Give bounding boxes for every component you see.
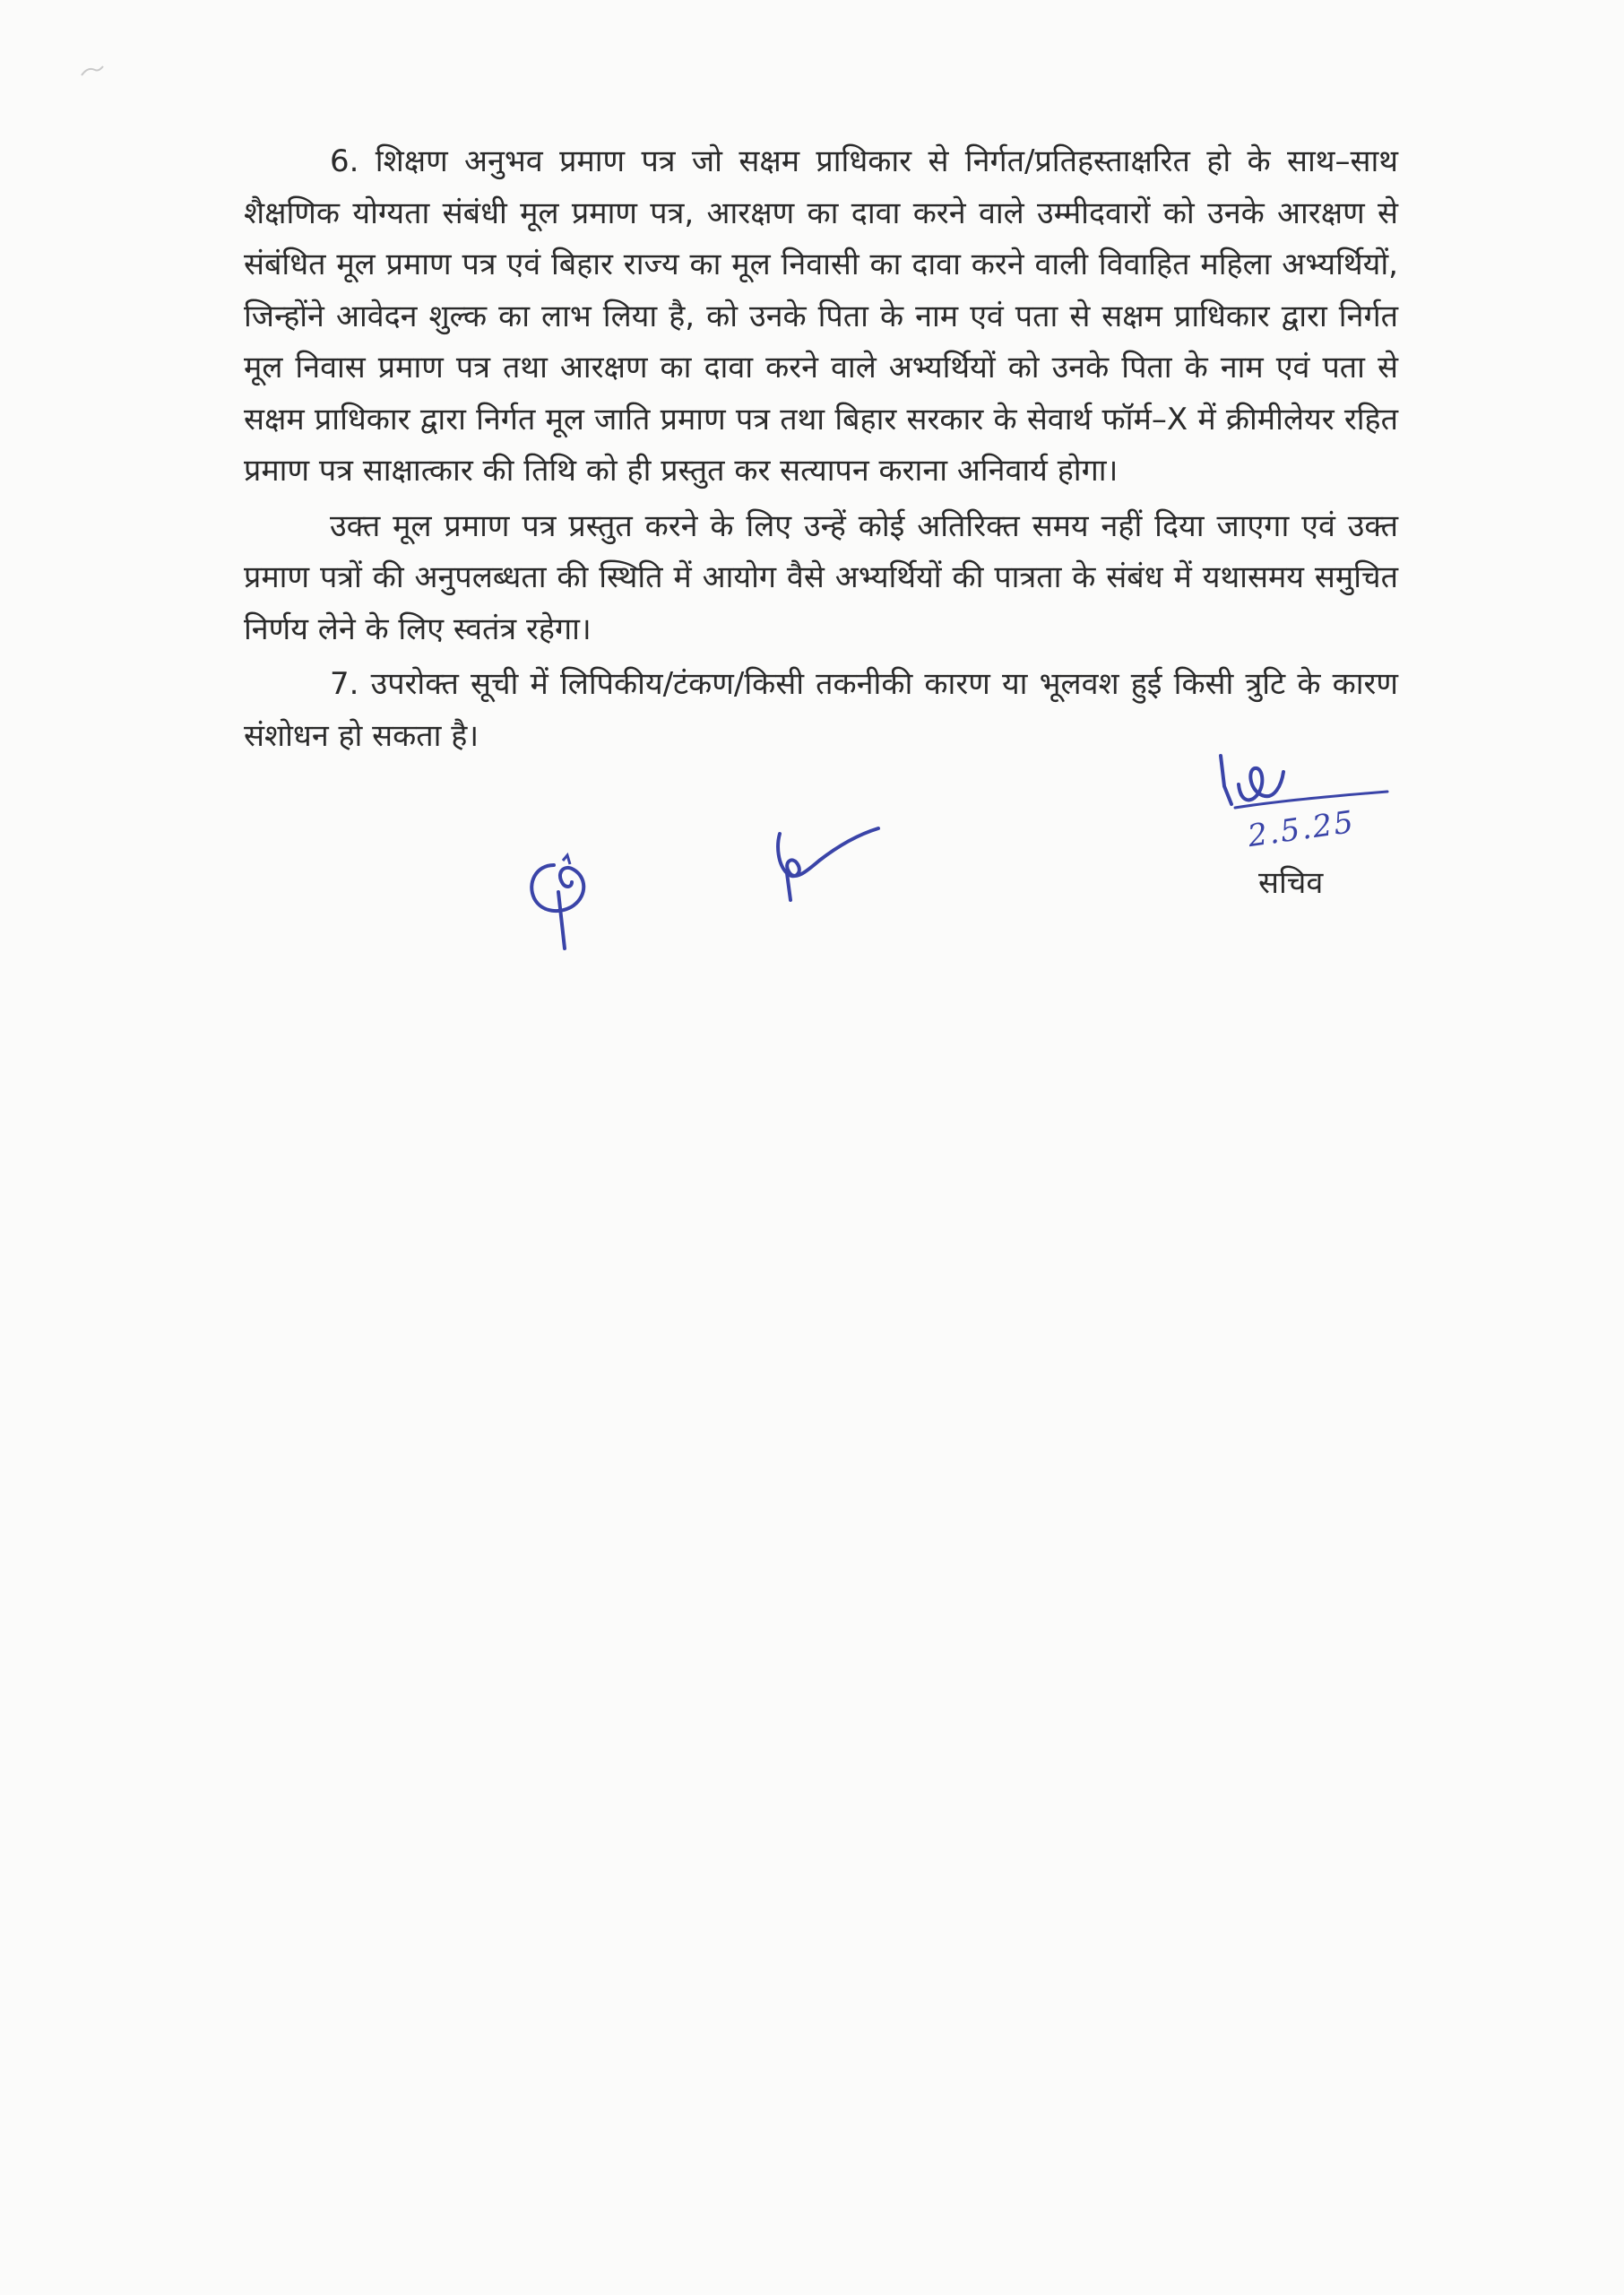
- scan-mark-icon: [79, 63, 106, 79]
- secretary-signature: [1208, 749, 1405, 865]
- paragraph-6-note: उक्त मूल प्रमाण पत्र प्रस्तुत करने के लिए उन्हें कोई अतिरिक्त समय नहीं दिया जाएगा एवं उक्त प्रमाण पत्रों की अनुपलब्धता की स्थिति में आयोग वैसे अभ्यर्थियों की पात्रता के संबंध में यथासमय समुचित निर्णय लेने के लिए स्वतंत्र रहेगा।: [244, 507, 1398, 647]
- signature-date: 2.5.25: [1245, 803, 1358, 855]
- initial-signature-2: [762, 818, 887, 907]
- designation-secretary: सचिव: [1258, 865, 1324, 901]
- initial-signature-1: [518, 843, 608, 950]
- document-body: [244, 136, 1398, 762]
- paragraph-7: 7. उपरोक्त सूची में लिपिकीय/टंकण/किसी तकनीकी कारण या भूलवश हुई किसी त्रुटि के कारण संशोधन हो सकता है।: [244, 666, 1398, 754]
- paragraph-6: 6. शिक्षण अनुभव प्रमाण पत्र जो सक्षम प्राधिकार से निर्गत/प्रतिहस्ताक्षरित हो के साथ–साथ शैक्षणिक योग्यता संबंधी मूल प्रमाण पत्र, आरक्षण का दावा करने वाले उम्मीदवारों को उनके आरक्षण से संबंधित मूल प्रमाण पत्र एवं बिहार राज्य का मूल निवासी का दावा करने वाली विवाहित महिला अभ्यर्थियों, जिन्होंने आवेदन शुल्क का लाभ लिया है, को उनके पिता के नाम एवं पता से सक्षम प्राधिकार द्वारा निर्गत मूल निवास प्रमाण पत्र तथा आरक्षण का दावा करने वाले अभ्यर्थियों को उनके पिता के नाम एवं पता से सक्षम प्राधिकार द्वारा निर्गत मूल जाति प्रमाण पत्र तथा बिहार सरकार के सेवार्थ फॉर्म–X में क्रीमीलेयर रहित प्रमाण पत्र साक्षात्कार की तिथि को ही प्रस्तुत कर सत्यापन कराना अनिवार्य होगा।: [244, 143, 1398, 489]
